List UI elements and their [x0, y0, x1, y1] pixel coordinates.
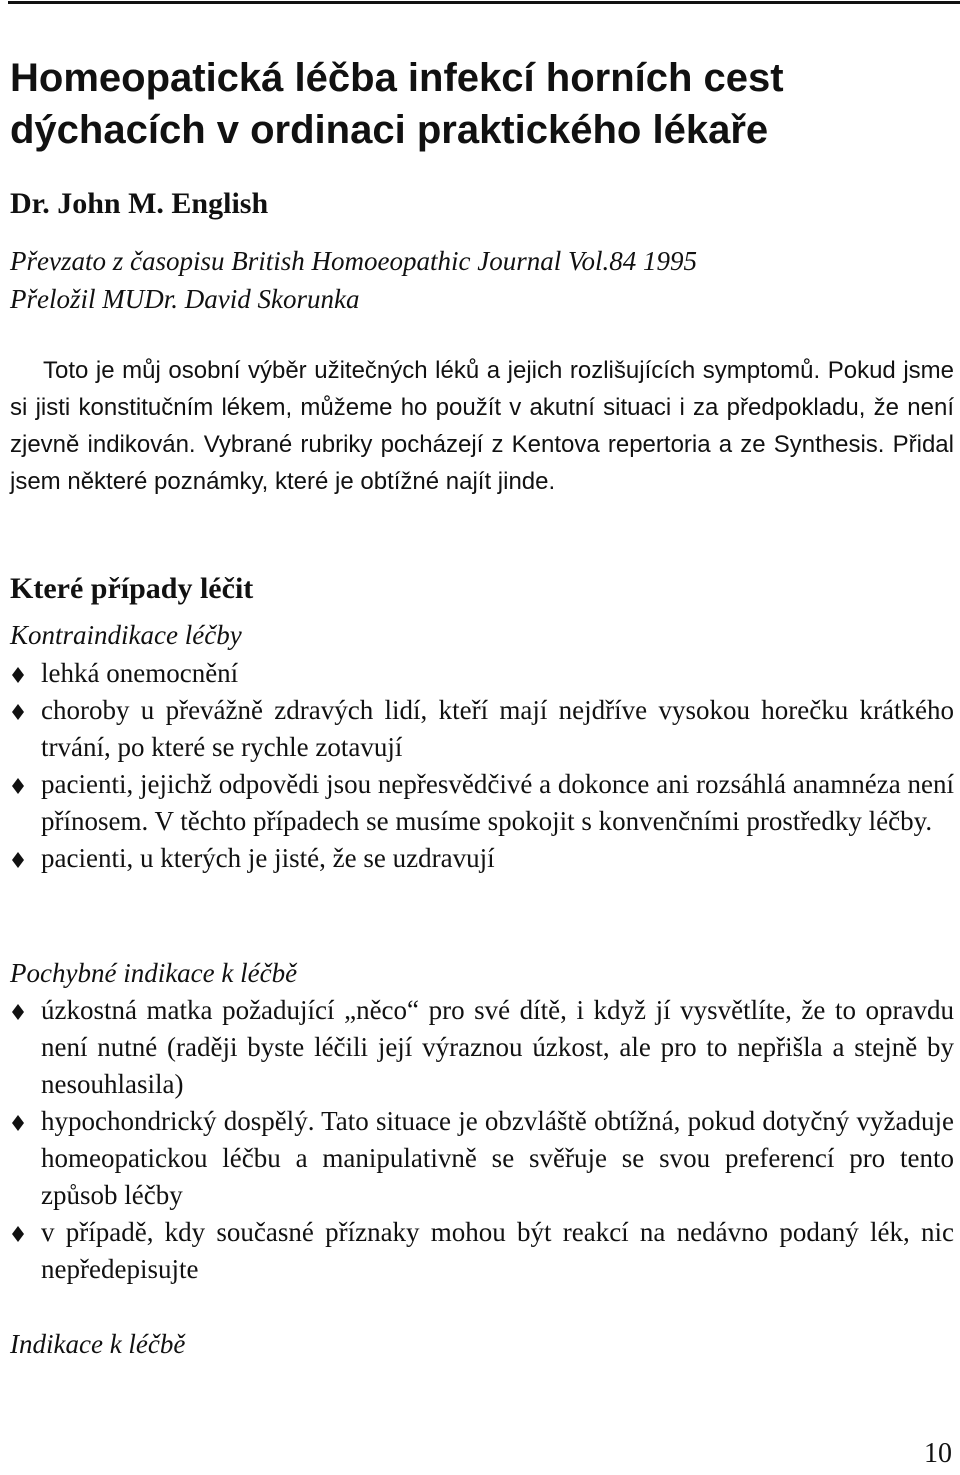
list-item: [10, 992, 954, 1103]
diamond-bullet-icon: [10, 778, 26, 794]
page-number: 10: [924, 1438, 952, 1469]
list-item-text: pacienti, jejichž odpovědi jsou nepřesvědčivé a dokonce ani rozsáhlá anamnéza není přínosem. V těchto případech se musíme spokojit s konvenčními prostředky léčby.: [41, 769, 954, 836]
diamond-bullet-icon: [10, 1226, 26, 1242]
list-item-text: úzkostná matka požadující „něco“ pro své dítě, i když jí vysvětlíte, že to opravdu není nutné (raději byste léčili její výraznou úzkost, ale pro to nepřišla a stejně by nesouhlasila): [41, 995, 954, 1099]
list-item: [10, 766, 954, 840]
top-rule: [8, 1, 960, 4]
source-journal: Převzato z časopisu British Homoeopathic Journal Vol.84 1995: [10, 246, 697, 276]
subheading-contraindications: Kontraindikace léčby: [10, 620, 242, 650]
diamond-bullet-icon: [10, 852, 26, 868]
list-item-text: pacienti, u kterých je jisté, že se uzdravují: [41, 843, 495, 873]
source-info: [10, 242, 697, 318]
section-heading: Které případy léčit: [10, 572, 254, 605]
contraindications-list: [10, 655, 954, 877]
author: Dr. John M. English: [10, 187, 269, 220]
title-line-1: Homeopatická léčba infekcí horních cest: [10, 56, 784, 100]
list-item: [10, 655, 954, 692]
page-title: [10, 52, 954, 156]
diamond-bullet-icon: [10, 1115, 26, 1131]
intro-paragraph: Toto je můj osobní výběr užitečných léků a jejich rozlišujících symptomů. Pokud jsme si jisti konstitučním lékem, můžeme ho použít v akutní situaci i za předpokladu, že není zjevně indikován. Vybrané rubriky pocházejí z Kentova repertoria a ze Synthesis. Přidal jsem některé poznámky, které je obtížné najít jinde.: [10, 357, 954, 495]
list-item-text: lehká onemocnění: [41, 658, 239, 688]
diamond-bullet-icon: [10, 704, 26, 720]
list-item-text: hypochondrický dospělý. Tato situace je obzvláště obtížná, pokud dotyčný vyžaduje homeopatickou léčbu a manipulativně se svěřuje se svou preferencí pro tento způsob léčby: [41, 1106, 954, 1210]
doubtful-indications-list: [10, 992, 954, 1288]
list-item: [10, 692, 954, 766]
translator: Přeložil MUDr. David Skorunka: [10, 284, 360, 314]
list-item-text: choroby u převážně zdravých lidí, kteří mají nejdříve vysokou horečku krátkého trvání, po které se rychle zotavují: [41, 695, 954, 762]
diamond-bullet-icon: [10, 1004, 26, 1020]
diamond-bullet-icon: [10, 667, 26, 683]
list-item: [10, 840, 954, 877]
list-item: [10, 1103, 954, 1214]
subheading-doubtful-indications: Pochybné indikace k léčbě: [10, 958, 298, 988]
list-item-text: v případě, kdy současné příznaky mohou být reakcí na nedávno podaný lék, nic nepředepisujte: [41, 1217, 954, 1284]
title-line-2: dýchacích v ordinaci praktického lékaře: [10, 108, 769, 152]
subheading-indications: Indikace k léčbě: [10, 1329, 186, 1359]
list-item: [10, 1214, 954, 1288]
